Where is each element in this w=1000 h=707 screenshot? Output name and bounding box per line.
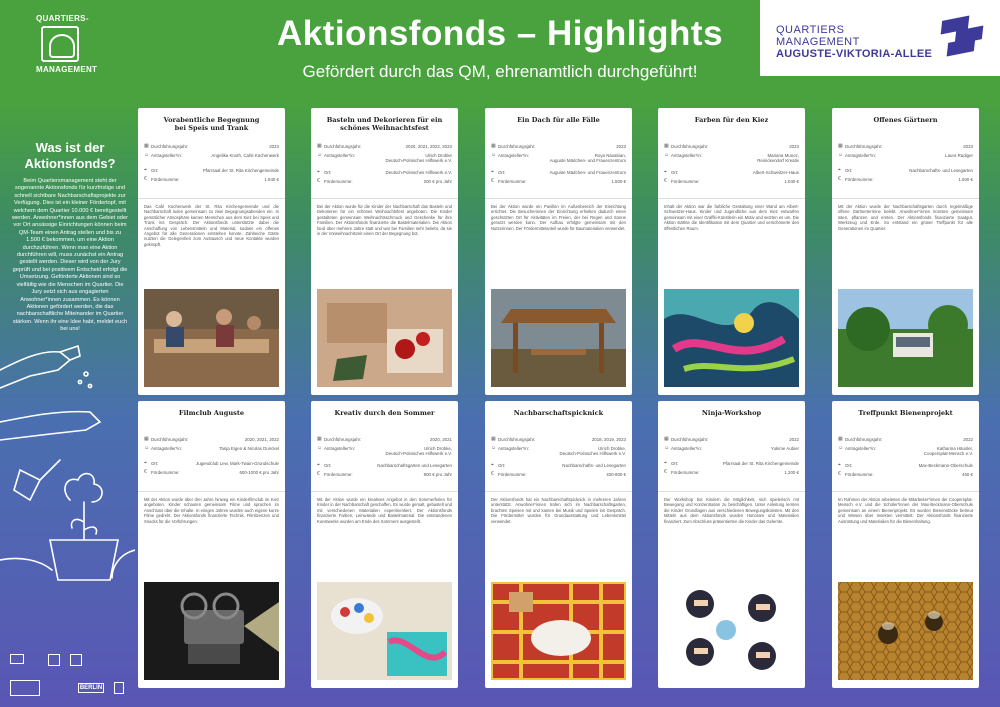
card-divider bbox=[658, 491, 805, 492]
fact-row bbox=[838, 463, 973, 472]
project-card bbox=[485, 108, 632, 395]
fact-row bbox=[664, 170, 799, 179]
project-card bbox=[138, 401, 285, 688]
card-facts bbox=[664, 144, 799, 188]
fact-row bbox=[491, 170, 626, 179]
fact-value: Nachbarschafts- und Lesegarten bbox=[562, 463, 626, 468]
calendar-icon: ▦ bbox=[144, 436, 149, 442]
fact-value: 2023 bbox=[269, 144, 279, 149]
person-icon: ☺ bbox=[664, 152, 670, 158]
fact-row bbox=[664, 153, 799, 164]
fact-value: Katharina Häusler, Coopersplat-Mensch e.V. bbox=[923, 446, 973, 456]
fact-row bbox=[317, 144, 452, 153]
fact-row bbox=[491, 437, 626, 446]
fact-row bbox=[144, 470, 279, 479]
euro-icon: € bbox=[144, 469, 147, 475]
fact-value: 2022 bbox=[963, 437, 973, 442]
fact-label: Fördersumme: bbox=[498, 472, 527, 477]
fact-row bbox=[491, 144, 626, 153]
euro-icon: € bbox=[317, 178, 320, 184]
card-divider bbox=[311, 491, 458, 492]
fact-value: Ulrich Drobke, Deutsch-Polnisches Hilfswerk e.V. bbox=[385, 446, 452, 456]
fact-label: Ort: bbox=[845, 168, 853, 173]
fact-row bbox=[664, 437, 799, 446]
fact-label: Durchführungsjahr: bbox=[498, 144, 536, 149]
fact-row bbox=[317, 179, 452, 188]
euro-icon: € bbox=[838, 471, 841, 477]
fact-label: Fördersumme: bbox=[845, 177, 874, 182]
fact-label: Fördersumme: bbox=[671, 179, 700, 184]
card-facts bbox=[838, 437, 973, 481]
calendar-icon: ▦ bbox=[664, 436, 669, 442]
fact-row bbox=[838, 144, 973, 153]
fact-value: 1.040 € bbox=[784, 179, 799, 184]
fact-row bbox=[838, 177, 973, 186]
card-divider bbox=[311, 198, 458, 199]
fact-value: 2022 bbox=[789, 437, 799, 442]
fact-label: Antragsteller*in: bbox=[324, 446, 355, 451]
fact-value: Ulrich Drobke, Deutsch-Polnisches Hilfswerk e.V. bbox=[559, 446, 626, 456]
fact-row bbox=[144, 168, 279, 177]
fact-value: Mariana Munoz, Reinickendorf Kreativ bbox=[757, 153, 799, 163]
fact-row bbox=[317, 472, 452, 481]
fact-label: Fördersumme: bbox=[151, 470, 180, 475]
fact-row bbox=[144, 177, 279, 186]
photo-graffiti bbox=[664, 289, 799, 387]
fact-label: Fördersumme: bbox=[671, 470, 700, 475]
district-logo-icon bbox=[70, 654, 82, 666]
fact-row bbox=[144, 446, 279, 455]
card-description: Inhalt der Aktion war die farbliche Gestaltung einer Wand am Albert-Schweitzer-Haus. Kinder und Jugendliche aus dem Kiez entwarfen gemeinsam mit einer Graffiti-Künstlerin ein Motiv und setzten es um. Die Aktion stärkte die Identifikation mit dem Quartier und verschönerte den öffentlichen Raum. bbox=[664, 204, 799, 231]
location-pin-icon: ⌖ bbox=[838, 167, 841, 173]
fact-value: 200 € pro Jahr bbox=[423, 179, 452, 184]
fact-label: Ort: bbox=[498, 463, 506, 468]
fact-value: Albert-Schweitzer-Haus bbox=[752, 170, 799, 175]
euro-icon: € bbox=[491, 178, 494, 184]
fact-value: 600-1000 € pro Jahr bbox=[239, 470, 279, 475]
fact-value: 900 € pro Jahr bbox=[423, 472, 452, 477]
card-divider bbox=[138, 198, 285, 199]
euro-icon: € bbox=[838, 176, 841, 182]
fact-value: 2020, 2021, 2022 bbox=[244, 437, 279, 442]
fact-row bbox=[144, 153, 279, 162]
euro-icon: € bbox=[664, 469, 667, 475]
card-divider bbox=[658, 198, 805, 199]
federal-logo-icon bbox=[48, 654, 60, 666]
calendar-icon: ▦ bbox=[838, 143, 843, 149]
fact-row bbox=[144, 144, 279, 153]
eu-logo-icon bbox=[10, 654, 24, 664]
fact-row bbox=[664, 144, 799, 153]
photo-paints bbox=[317, 582, 452, 680]
hands-watering-doodle-icon bbox=[0, 330, 135, 650]
calendar-icon: ▦ bbox=[664, 143, 669, 149]
fact-label: Antragsteller*in: bbox=[671, 153, 702, 158]
photo-projector bbox=[144, 582, 279, 680]
fact-label: Ort: bbox=[845, 463, 853, 468]
logo-figure-icon bbox=[41, 26, 79, 62]
fact-row bbox=[144, 437, 279, 446]
card-title: Treffpunkt Bienenprojekt bbox=[858, 409, 953, 417]
bmwsb-logo-icon bbox=[10, 680, 40, 696]
fact-value: 2023 bbox=[789, 144, 799, 149]
fact-label: Ort: bbox=[498, 170, 506, 175]
card-description: Mit der Aktion wurde über drei Jahre hinweg ein Kinderfilmclub im Kiez angeboten. Kinder schauten gemeinsam Filme und sprachen im Anschluss über die Inhalte. In einigen Jahren wurden auch eigene kurze Filme gedreht. Der Aktionsfonds finanzierte Technik, Filmlizenzen und Snacks für die Vorführungen. bbox=[144, 497, 279, 524]
fact-row bbox=[491, 179, 626, 188]
qm-brand-logo bbox=[760, 0, 1000, 76]
fact-label: Durchführungsjahr: bbox=[671, 144, 709, 149]
card-description: Mit der Aktion wurde der Nachbarschaftsgarten durch regelmäßige offene Gärtnertermine belebt. Anwohner*innen konnten gemeinsam säen, pflanzen und ernten. Der Aktionsfonds finanzierte Saatgut, Werkzeug und Erde. So entstand ein grüner Treffpunkt für alle Generationen im Quartier. bbox=[838, 204, 973, 231]
fact-value: Nachbarschafts- und Lesegarten bbox=[909, 168, 973, 173]
card-title: Offenes Gärtnern bbox=[873, 116, 938, 124]
card-description: Der Workshop bot Kindern die Möglichkeit, sich spielerisch mit Bewegung und Konzentration zu beschäftigen. Unter Anleitung lernten die Kinder Grundlagen aus verschiedenen Bewegungskünsten. Mit den Mitteln aus dem Aktionsfonds wurden Honorare und Materialien finanziert. Zum Abschluss präsentierten die Kinder das Gelernte. bbox=[664, 497, 799, 524]
fact-label: Durchführungsjahr: bbox=[151, 144, 189, 149]
card-description: Der Aktionsfonds hat ein Nachbarschaftspicknick in mehreren Jahren unterstützt. Anwohner*innen trafen sich im Nachbarschaftsgarten, brachten Speisen mit und kamen bei Musik und Spielen ins Gespräch. Die Fördermittel wurden für Grundausstattung und Lebensmittel verwendet. bbox=[491, 497, 626, 524]
card-divider bbox=[832, 198, 979, 199]
fact-label: Durchführungsjahr: bbox=[324, 144, 362, 149]
card-facts bbox=[664, 437, 799, 479]
fact-label: Antragsteller*in: bbox=[151, 153, 182, 158]
card-title: Kreativ durch den Sommer bbox=[334, 409, 435, 417]
card-facts bbox=[144, 437, 279, 479]
fact-value: Tanja Eigen & Nicolas Dunckel bbox=[219, 446, 279, 451]
fact-label: Ort: bbox=[324, 170, 332, 175]
fact-value: 450 € bbox=[962, 472, 973, 477]
fact-row bbox=[491, 463, 626, 472]
sidebar-text: Beim Quartiersmanagement steht der sogenannte Aktionsfonds für kurzfristige und schnell sichtbare Nachbarschaftsprojekte zur Verfügung. Dies ist ein kleiner Fördertopf, mit welchem dem Quartier 10.000 € bereitgestellt werden. Anwohner*innen aus dem Gebiet oder vor Ort ansässige Einrichtungen können beim QM-Team einen Antrag stellen und bis zu 1.500 € bekommen, um eine Aktion durchzuführen. Wenn man eine Aktion durchführen will, muss zunächst ein Antrag gestellt werden. Dieser wird von der Jury geprüft und bei positivem Entscheid erfolgt die Umsetzung. Geförderte Aktionen sind so vielfältig wie die Menschen im Quartier. Die Jury setzt sich aus engagierten Anwohner*innen zusammen. Es können Aktionen gefördert werden, die das nachbarschaftliche Miteinander im Quartier stärken. Wenn ihr eine Idee habt, meldet euch bei uns! bbox=[12, 178, 128, 333]
card-description: Das Café Küchenwerk der St. Rita Kirchengemeinde und die Nachbarschaft luden gemeinsam zu zwei Begegnungsabenden ein. In gemütlicher Atmosphäre kamen Menschen aus dem Kiez bei Speis und Trank ins Gespräch. Der Aktionsfonds unterstützte dabei die Anschaffung von Lebensmitteln und Material, sodass ein offenes Angebot für alle Generationen entstehen konnte. Zahlreiche Gäste nutzten die Gelegenheit zum Austausch und neue Kontakte wurden geknüpft. bbox=[144, 204, 279, 247]
location-pin-icon: ⌖ bbox=[491, 462, 494, 468]
card-divider bbox=[832, 491, 979, 492]
fact-label: Antragsteller*in: bbox=[845, 153, 876, 158]
page-title: Aktionsfonds – Highlights bbox=[276, 14, 724, 53]
fact-row bbox=[317, 446, 452, 457]
fact-row bbox=[838, 168, 973, 177]
fact-value: Angelika Knoth, Cahit Küchenwerk bbox=[211, 153, 279, 158]
fact-row bbox=[491, 472, 626, 481]
fact-value: 1.500 € bbox=[611, 179, 626, 184]
fact-row bbox=[664, 446, 799, 455]
location-pin-icon: ⌖ bbox=[144, 460, 147, 466]
fact-value: Ulrich Drobke Deutsch-Polnisches Hilfswerk e.V. bbox=[385, 153, 452, 163]
fact-label: Antragsteller*in: bbox=[845, 446, 876, 451]
fact-row bbox=[838, 472, 973, 481]
euro-icon: € bbox=[491, 471, 494, 477]
fact-label: Fördersumme: bbox=[845, 472, 874, 477]
card-title: Farben für den Kiez bbox=[694, 116, 769, 124]
fact-row bbox=[838, 153, 973, 162]
location-pin-icon: ⌖ bbox=[491, 169, 494, 175]
photo-christmas bbox=[317, 289, 452, 387]
project-card bbox=[658, 401, 805, 688]
calendar-icon: ▦ bbox=[317, 436, 322, 442]
fact-value: Auguste Mädchen- und Frauenzentrum bbox=[549, 170, 626, 175]
brand-line1: QUARTIERS MANAGEMENT bbox=[776, 24, 860, 48]
calendar-icon: ▦ bbox=[317, 143, 322, 149]
project-card bbox=[311, 108, 458, 395]
bear-logo-icon bbox=[114, 682, 124, 694]
fact-row bbox=[317, 437, 452, 446]
card-divider bbox=[485, 491, 632, 492]
fact-label: Antragsteller*in: bbox=[151, 446, 182, 451]
card-facts bbox=[491, 144, 626, 188]
fact-label: Antragsteller*in: bbox=[671, 446, 702, 451]
person-icon: ☺ bbox=[838, 445, 844, 451]
card-title: Nachbarschaftspicknick bbox=[513, 409, 604, 417]
fact-value: 2020, 2021, 2022, 2023 bbox=[405, 144, 452, 149]
location-pin-icon: ⌖ bbox=[664, 460, 667, 466]
card-facts bbox=[144, 144, 279, 186]
fact-label: Durchführungsjahr: bbox=[498, 437, 536, 442]
location-pin-icon: ⌖ bbox=[317, 169, 320, 175]
fact-row bbox=[144, 461, 279, 470]
logo-left-top: QUARTIERS- bbox=[36, 14, 89, 23]
qm-logo bbox=[36, 14, 98, 82]
photo-cafe bbox=[144, 289, 279, 387]
fact-label: Antragsteller*in: bbox=[498, 153, 529, 158]
fact-value: Max-Beckmann-Oberschule bbox=[918, 463, 973, 468]
fact-row bbox=[664, 461, 799, 470]
fact-row bbox=[491, 446, 626, 457]
location-pin-icon: ⌖ bbox=[317, 462, 320, 468]
fact-row bbox=[838, 437, 973, 446]
fact-label: Antragsteller*in: bbox=[498, 446, 529, 451]
calendar-icon: ▦ bbox=[838, 436, 843, 442]
fact-label: Durchführungsjahr: bbox=[151, 437, 189, 442]
fact-label: Fördersumme: bbox=[324, 179, 353, 184]
fact-row bbox=[491, 153, 626, 164]
project-card bbox=[311, 401, 458, 688]
berlin-logo: BERLIN bbox=[79, 685, 103, 691]
person-icon: ☺ bbox=[664, 445, 670, 451]
fact-row bbox=[317, 153, 452, 164]
fact-label: Fördersumme: bbox=[324, 472, 353, 477]
calendar-icon: ▦ bbox=[491, 143, 496, 149]
fact-value: Nachbarschaftsgarten und Lesegarten bbox=[377, 463, 452, 468]
fact-label: Ort: bbox=[151, 461, 159, 466]
person-icon: ☺ bbox=[838, 152, 844, 158]
fact-value: Deutsch-Polnisches Hilfswerk e.V. bbox=[385, 170, 452, 175]
calendar-icon: ▦ bbox=[491, 436, 496, 442]
photo-garden bbox=[838, 289, 973, 387]
fact-label: Ort: bbox=[324, 463, 332, 468]
fact-value: Yukime Aubier bbox=[770, 446, 799, 451]
card-title: Filmclub Auguste bbox=[178, 409, 245, 417]
photo-pavilion bbox=[491, 289, 626, 387]
fact-value: Pfarrsaal der St. Rita Kirchengemeinde bbox=[202, 168, 279, 173]
fact-label: Ort: bbox=[151, 168, 159, 173]
euro-icon: € bbox=[144, 176, 147, 182]
fact-value: 1.940 € bbox=[264, 177, 279, 182]
fact-row bbox=[317, 463, 452, 472]
card-facts bbox=[317, 437, 452, 481]
card-facts bbox=[317, 144, 452, 188]
fact-value: 2023 bbox=[963, 144, 973, 149]
photo-bees bbox=[838, 582, 973, 680]
project-card bbox=[832, 108, 979, 395]
fact-label: Ort: bbox=[671, 461, 679, 466]
fact-row bbox=[838, 446, 973, 457]
location-pin-icon: ⌖ bbox=[838, 462, 841, 468]
card-description: Bei der Aktion wurde ein Pavillon im Außenbereich der Einrichtung errichtet. Die Besucherinnen der Einrichtung erhielten dadurch einen geschützten Ort für Aktivitäten im Freien, der bei Regen und Sonne genutzt werden kann. Der Aufbau erfolgte gemeinsam mit den Nutzerinnen. Der Fördermittelanteil wurde für Baumaterialien verwendet. bbox=[491, 204, 626, 231]
fact-value: 2018, 2019, 2023 bbox=[591, 437, 626, 442]
project-card bbox=[485, 401, 632, 688]
card-facts bbox=[838, 144, 973, 186]
person-icon: ☺ bbox=[144, 152, 150, 158]
card-description: Mit der Aktion wurde ein kreatives Angebot in den Sommerferien für Kinder in der Nachbarschaft geschaffen. Es wurde gemalt, gebastelt und mit verschiedenen Materialien experimentiert. Der Aktionsfonds finanzierte Farben, Leinwände und Bastelmaterial. Die entstandenen Kunstwerke wurden am Ende des Sommers ausgestellt. bbox=[317, 497, 452, 524]
fact-label: Durchführungsjahr: bbox=[324, 437, 362, 442]
page-subtitle: Gefördert durch das QM, ehrenamtlich durchgeführt! bbox=[302, 62, 698, 81]
fact-value: 400-800 € bbox=[606, 472, 626, 477]
fact-row bbox=[664, 470, 799, 479]
fact-row bbox=[664, 179, 799, 188]
card-title: Ein Dach für alle Fälle bbox=[517, 116, 600, 124]
fact-label: Durchführungsjahr: bbox=[671, 437, 709, 442]
card-title: Vorabentliche Begegnung bei Speis und Trank bbox=[163, 116, 260, 133]
project-card bbox=[832, 401, 979, 688]
person-icon: ☺ bbox=[491, 152, 497, 158]
photo-ninjas bbox=[664, 582, 799, 680]
logo-left-bottom: MANAGEMENT bbox=[36, 65, 98, 74]
fact-value: 1.200 € bbox=[784, 470, 799, 475]
person-icon: ☺ bbox=[491, 445, 497, 451]
fact-label: Ort: bbox=[671, 170, 679, 175]
card-description: Im Rahmen der Aktion arbeiteten die Mitarbeiter*innen der Coopersplat-Mensch e.V. und die Schüler*innen der Max-Beckmann-Oberschule gemeinsam an einem Bienenprojekt. Es wurden Bienenstöcke betreut und Wissen über Insekten vermittelt. Der Aktionsfonds finanzierte Ausrüstung und Materialien für die Bienenhaltung. bbox=[838, 497, 973, 524]
card-description: Bei der Aktion wurde für die Kinder der Nachbarschaft das Basteln und Dekorieren für ein schönes Weihnachtsfest angeboten. Die Kinder gestalteten gemeinsam Weihnachtsschmuck und Geschenke für ihre Familien. Der Aktionsfonds finanzierte die Bastelmaterialien. Die Aktion fand über mehrere Jahre statt und war bei Familien sehr beliebt, da sie in der Vorweihnachtszeit einen Ort der Begegnung bot. bbox=[317, 204, 452, 237]
person-icon: ☺ bbox=[317, 152, 323, 158]
fact-value: 1.500 € bbox=[958, 177, 973, 182]
project-card bbox=[138, 108, 285, 395]
euro-icon: € bbox=[664, 178, 667, 184]
sponsor-logos bbox=[8, 652, 128, 702]
card-title: Basteln und Dekorieren für ein schönes Weihnachtsfest bbox=[326, 116, 443, 133]
person-icon: ☺ bbox=[144, 445, 150, 451]
sidebar-heading: Was ist der Aktionsfonds? bbox=[24, 140, 116, 171]
card-title: Ninja-Workshop bbox=[701, 409, 762, 417]
fact-row bbox=[317, 170, 452, 179]
fact-label: Antragsteller*in: bbox=[324, 153, 355, 158]
euro-icon: € bbox=[317, 471, 320, 477]
brand-shapes-icon bbox=[942, 16, 986, 56]
fact-label: Fördersumme: bbox=[151, 177, 180, 182]
fact-value: 2023 bbox=[616, 144, 626, 149]
person-icon: ☺ bbox=[317, 445, 323, 451]
brand-line2: AUGUSTE-VIKTORIA-ALLEE bbox=[776, 48, 933, 60]
project-card bbox=[658, 108, 805, 395]
fact-value: Pfarrsaal der St. Rita Kirchengemeinde bbox=[722, 461, 799, 466]
fact-value: Jugendclub Lew, Mark-Twain-Grundschule bbox=[196, 461, 279, 466]
fact-label: Fördersumme: bbox=[498, 179, 527, 184]
fact-label: Durchführungsjahr: bbox=[845, 144, 883, 149]
card-divider bbox=[485, 198, 632, 199]
fact-value: 2020, 2021 bbox=[430, 437, 452, 442]
fact-value: Laura Rüdiger bbox=[945, 153, 973, 158]
fact-value: Roya Navabian, Auguste Mädchen- und Frauenzentrum bbox=[549, 153, 626, 163]
fact-label: Durchführungsjahr: bbox=[845, 437, 883, 442]
location-pin-icon: ⌖ bbox=[144, 167, 147, 173]
photo-picnic bbox=[491, 582, 626, 680]
calendar-icon: ▦ bbox=[144, 143, 149, 149]
card-facts bbox=[491, 437, 626, 481]
location-pin-icon: ⌖ bbox=[664, 169, 667, 175]
card-divider bbox=[138, 491, 285, 492]
